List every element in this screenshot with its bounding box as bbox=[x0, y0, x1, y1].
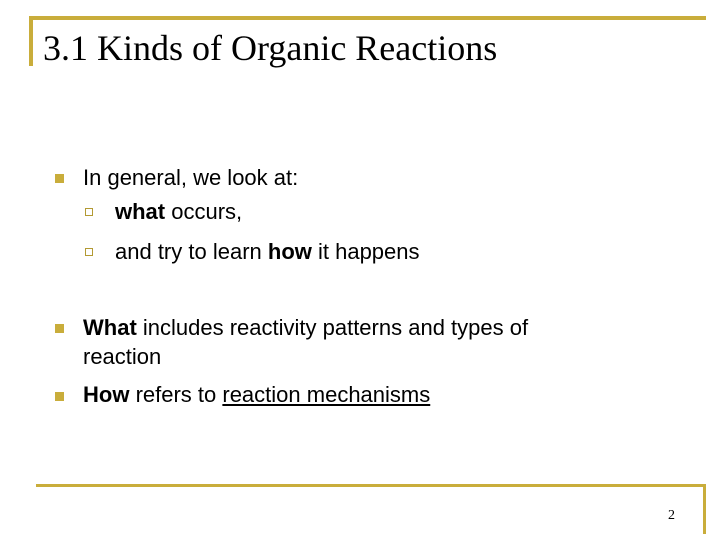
bullet-3-bold: How bbox=[83, 382, 130, 407]
bottom-right-frame-rule bbox=[703, 484, 706, 534]
page-number: 2 bbox=[668, 508, 675, 523]
bullet-marker-1 bbox=[55, 174, 64, 183]
bullet-2-rest: includes reactivity patterns and types of bbox=[136, 315, 529, 340]
bullet-marker-3 bbox=[55, 392, 64, 401]
slide-title: 3.1 Kinds of Organic Reactions bbox=[43, 28, 498, 68]
left-frame-rule bbox=[29, 16, 33, 66]
sub-bullet-1 bbox=[115, 198, 242, 226]
top-frame-rule bbox=[29, 16, 706, 20]
sub-bullet-1-bold: what bbox=[115, 199, 166, 224]
sub-bullet-marker-2 bbox=[85, 248, 93, 256]
sub-bullet-2-pre: and try to learn bbox=[115, 239, 268, 264]
bullet-2-line-2: reaction bbox=[83, 344, 162, 369]
sub-bullet-2 bbox=[115, 238, 420, 266]
reaction-mechanisms-link[interactable]: reaction mechanisms bbox=[222, 382, 431, 407]
bullet-1-text: In general, we look at: bbox=[83, 165, 299, 190]
bullet-marker-2 bbox=[55, 324, 64, 333]
sub-bullet-1-rest: occurs, bbox=[165, 199, 243, 224]
sub-bullet-2-post: it happens bbox=[311, 239, 420, 264]
bullet-2-bold: What bbox=[83, 315, 137, 340]
bullet-2-line-1 bbox=[83, 314, 528, 342]
sub-bullet-marker-1 bbox=[85, 208, 93, 216]
bullet-3-mid: refers to bbox=[129, 382, 223, 407]
bullet-3 bbox=[83, 381, 430, 409]
sub-bullet-2-bold: how bbox=[267, 239, 312, 264]
bottom-frame-rule bbox=[36, 484, 706, 487]
